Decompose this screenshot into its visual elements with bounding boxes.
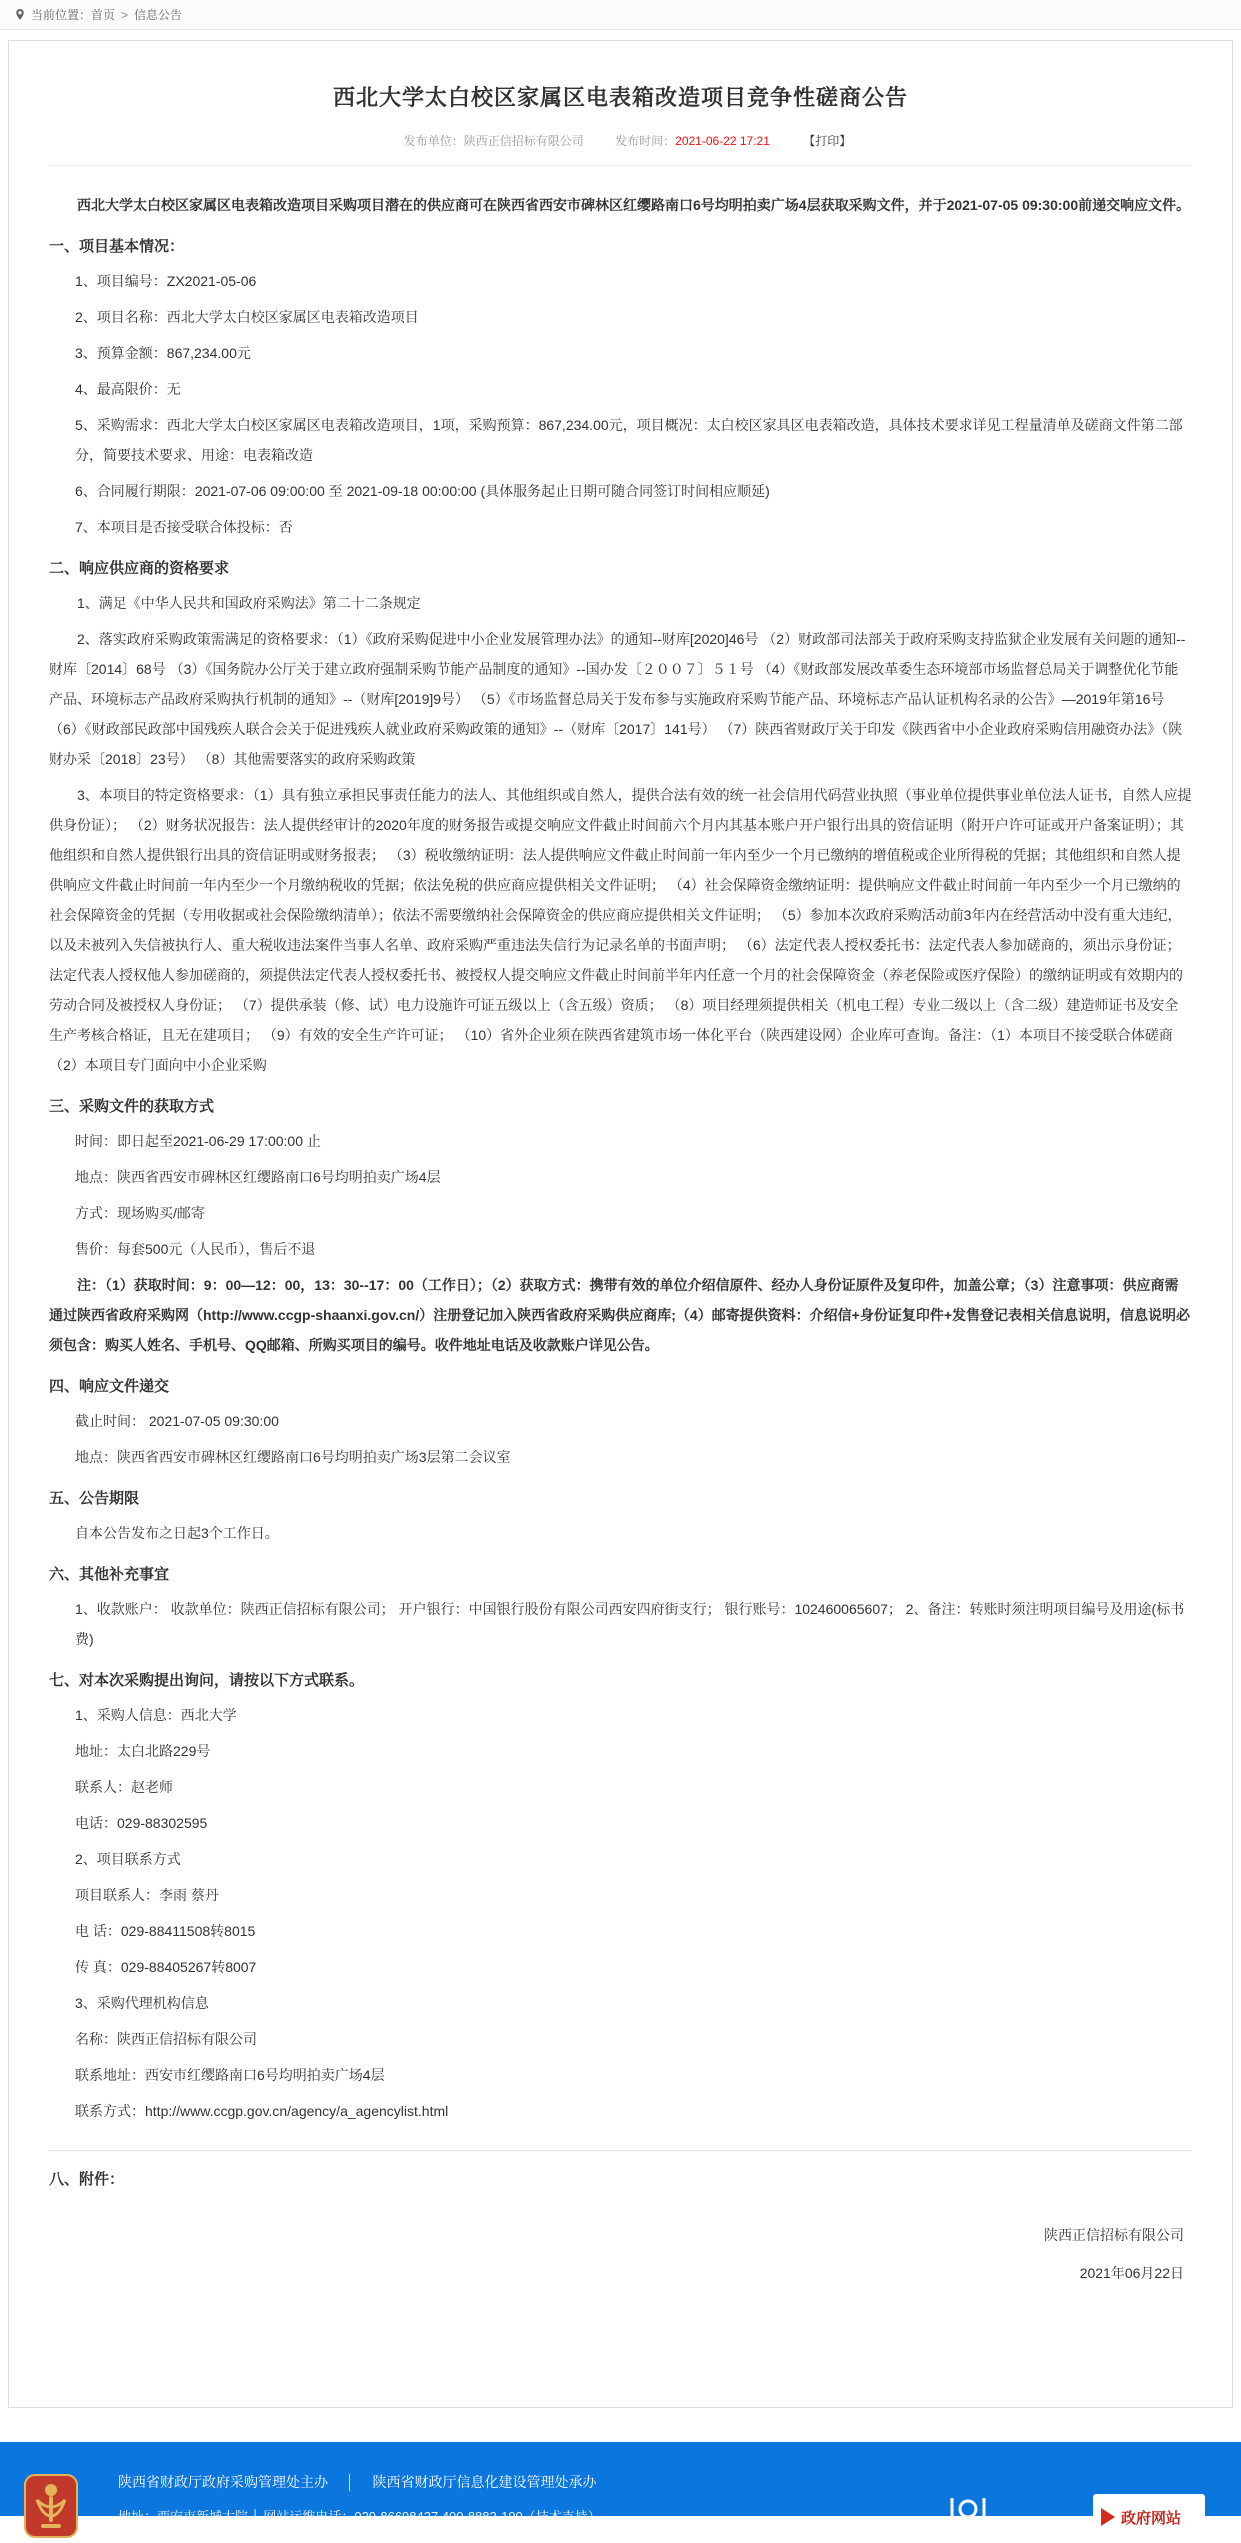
finance-emblem-logo [24, 2474, 78, 2543]
location-pin-icon [14, 8, 26, 22]
footer-text [118, 2472, 601, 2525]
footer-contact-line: 地址：西安市新城大院 │ 网站运维电话：029-86698427 400-8882-190（技术支持） [118, 2509, 601, 2524]
section-6-heading: 六、其他补充事宜 [49, 1566, 170, 1583]
breadcrumb-label: 当前位置： [31, 8, 92, 22]
section-4-heading: 四、响应文件递交 [49, 1378, 170, 1395]
list-item: 电话：029-88302595 [75, 1815, 208, 1831]
breadcrumb-current: 信息公告 [134, 8, 183, 22]
list-item: 7、本项目是否接受联合体投标：否 [75, 519, 293, 535]
list-item: 传 真：029-88405267转8007 [75, 1959, 257, 1975]
acquire-note: 注：（1）获取时间：9：00—12：00，13：30--17：00（工作日）；（2）获取方式：携带有效的单位介绍信原件、经办人身份证原件及复印件，加盖公章；（3）注意事项：供应商需通过陕西省政府采购网（http://www.ccgp-shaanxi.gov.cn/）注册登记加入陕西省政府采购供应商库;（4）邮寄提供资料：介绍信+身份证复印件+发售登记表相关信息说明，信息说明必须包含：购买人姓名、手机号、QQ邮箱、所购买项目的编号。收件地址电话及收款账户详见公告。 [49, 1277, 1191, 1353]
list-item: 联系地址：西安市红缨路南口6号均明拍卖广场4层 [75, 2067, 385, 2083]
print-button[interactable]: 【打印】 [803, 134, 852, 148]
list-item: 4、最高限价：无 [75, 381, 181, 397]
list-item: 截止时间： 2021-07-05 09:30:00 [75, 1413, 279, 1429]
list-item: 时间：即日起至2021-06-29 17:00:00 止 [75, 1133, 321, 1149]
signature-block [49, 2219, 1192, 2289]
badge-label: 政府网站 [1121, 2509, 1182, 2527]
list-item: 名称：陕西正信招标有限公司 [75, 2031, 257, 2047]
footer-separator: │ [345, 2474, 355, 2490]
list-item: 方式：现场购买/邮寄 [75, 1205, 205, 1221]
section-8-heading: 八、附件： [49, 2171, 125, 2188]
list-item: 联系方式：http://www.ccgp.gov.cn/agency/a_agencylist.html [75, 2103, 449, 2119]
list-item: 6、合同履行期限：2021-07-06 09:00:00 至 2021-09-18 00:00:00 (具体服务起止日期可随合同签订时间相应顺延) [75, 483, 770, 499]
list-item: 1、采购人信息：西北大学 [75, 1707, 237, 1723]
publish-time-label: 发布时间： [615, 134, 676, 148]
page-title: 西北大学太白校区家属区电表箱改造项目竞争性磋商公告 [332, 85, 908, 110]
list-item: 联系人：赵老师 [75, 1779, 173, 1795]
footer-pictogram-icon [948, 2496, 988, 2535]
qualification-paragraph: 3、本项目的特定资格要求：（1）具有独立承担民事责任能力的法人、其他组织或自然人，提供合法有效的统一社会信用代码营业执照（事业单位提供事业单位法人证书，自然人应提供身份证）； （2）财务状况报告：法人提供经审计的2020年度的财务报告或提交响应文件截止时间前六个月内其基本账户开户银行出具的资信证明（附开户许可证或开户备案证明）；其他组织和自然人提供银行出具的资信证明或财务报表； （3）税收缴纳证明：法人提供响应文件截止时间前一年内至少一个月已缴纳的增值税或企业所得税的凭据；其他组织和自然人提供响应文件截止时间前一年内至少一个月缴纳税收的凭据；依法免税的供应商应提供相关文件证明； （4）社会保障资金缴纳证明：提供响应文件截止时间前一年内至少一个月已缴纳的社会保障资金的凭据（专用收据或社会保险缴纳清单）；依法不需要缴纳社会保障资金的供应商应提供相关文件证明； （5）参加本次政府采购活动前3年内在经营活动中没有重大违纪，以及未被列入失信被执行人、重大税收违法案件当事人名单、政府采购严重违法失信行为记录名单的书面声明； （6）法定代表人授权委托书：法定代表人参加磋商的，须出示身份证；法定代表人授权他人参加磋商的，须提供法定代表人授权委托书、被授权人提交响应文件截止时间前半年内任意一个月的社会保障资金（养老保险或医疗保险）的缴纳证明或有效期内的劳动合同及被授权人身份证； （7）提供承装（修、试）电力设施许可证五级以上（含五级）资质； （8）项目经理须提供相关（机电工程）专业二级以上（含二级）建造师证书及安全生产考核合格证，且无在建项目； （9）有效的安全生产许可证； （10）省外企业须在陕西省建筑市场一体化平台（陕西建设网）企业库可查询。备注：（1）本项目不接受联合体磋商（2）本项目专门面向中小企业采购 [49, 787, 1192, 1073]
list-item: 2、项目名称：西北大学太白校区家属区电表箱改造项目 [75, 309, 419, 325]
list-item: 1、项目编号：ZX2021-05-06 [75, 273, 257, 289]
breadcrumb-separator: > [121, 7, 129, 22]
qualification-paragraph: 1、满足《中华人民共和国政府采购法》第二十二条规定 [77, 595, 421, 611]
badge-cursor-icon [1101, 2508, 1115, 2526]
publish-info [49, 132, 1192, 166]
breadcrumb-home-link[interactable]: 首页 [91, 8, 116, 22]
list-item: 地址：太白北路229号 [75, 1743, 211, 1759]
signature-company: 陕西正信招标有限公司 [1044, 2227, 1184, 2243]
lead-paragraph: 西北大学太白校区家属区电表箱改造项目采购项目潜在的供应商可在陕西省西安市碑林区红缨路南口6号均明拍卖广场4层获取采购文件，并于2021-07-05 09:30:00前递交响应文件。 [77, 197, 1191, 213]
breadcrumb [0, 0, 1241, 30]
publisher-label: 发布单位： [403, 134, 464, 148]
list-item: 3、预算金额：867,234.00元 [75, 345, 251, 361]
section-3-heading: 三、采购文件的获取方式 [49, 1098, 215, 1115]
publisher-value: 陕西正信招标有限公司 [463, 134, 584, 148]
section-2-heading: 二、响应供应商的资格要求 [49, 560, 230, 577]
footer-organizer: 陕西省财政厅政府采购管理处主办 [118, 2474, 328, 2490]
list-item: 项目联系人：李雨 蔡丹 [75, 1887, 219, 1903]
list-item: 1、收款账户： 收款单位：陕西正信招标有限公司； 开户银行：中国银行股份有限公司西安四府街支行； 银行账号：102460065607； 2、备注：转账时须注明项目编号及用途(标书费) [75, 1601, 1185, 1647]
section-5-heading: 五、公告期限 [49, 1490, 140, 1507]
page-footer [0, 2442, 1241, 2527]
announcement-body [49, 190, 1192, 2289]
list-item: 自本公告发布之日起3个工作日。 [75, 1525, 279, 1541]
list-item: 5、采购需求：西北大学太白校区家属区电表箱改造项目，1项，采购预算：867,234.00元，项目概况：太白校区家具区电表箱改造，具体技术要求详见工程量清单及磋商文件第二部分，简要技术要求、用途：电表箱改造 [75, 417, 1183, 463]
signature-date: 2021年06月22日 [1079, 2265, 1184, 2281]
list-item: 2、项目联系方式 [75, 1851, 181, 1867]
list-item: 售价：每套500元（人民币），售后不退 [75, 1241, 316, 1257]
publish-time-value: 2021-06-22 17:21 [675, 134, 770, 148]
qualification-paragraph: 2、落实政府采购政策需满足的资格要求：（1）《政府采购促进中小企业发展管理办法》的通知--财库[2020]46号 （2）财政部司法部关于政府采购支持监狱企业发展有关问题的通知--财库〔2014〕68号 （3）《国务院办公厅关于建立政府强制采购节能产品制度的通知》--国办发〔２００７〕５１号 （4）《财政部发展改革委生态环境部市场监督总局关于调整优化节能产品、环境标志产品政府采购执行机制的通知》--（财库[2019]9号） （5）《市场监督总局关于发布参与实施政府采购节能产品、环境标志产品认证机构名录的公告》—2019年第16号 （6）《财政部民政部中国残疾人联合会关于促进残疾人就业政府采购政策的通知》--（财库〔2017〕141号） （7）陕西省财政厅关于印发《陕西省中小企业政府采购信用融资办法》（陕财办采〔2018〕23号） （8）其他需要落实的政府采购政策 [49, 631, 1186, 767]
section-1-heading: 一、项目基本情况： [49, 238, 185, 255]
attachment-divider [49, 2150, 1192, 2151]
list-item: 3、采购代理机构信息 [75, 1995, 209, 2011]
list-item: 电 话：029-88411508转8015 [75, 1923, 256, 1939]
footer-undertaker: 陕西省财政厅信息化建设管理处承办 [372, 2474, 597, 2490]
announcement-card [8, 40, 1233, 2408]
list-item: 地点：陕西省西安市碑林区红缨路南口6号均明拍卖广场4层 [75, 1169, 441, 1185]
section-7-heading: 七、对本次采购提出询问，请按以下方式联系。 [49, 1672, 365, 1689]
list-item: 地点：陕西省西安市碑林区红缨路南口6号均明拍卖广场3层第二会议室 [75, 1449, 511, 1465]
gov-site-badge[interactable] [1093, 2494, 1205, 2540]
